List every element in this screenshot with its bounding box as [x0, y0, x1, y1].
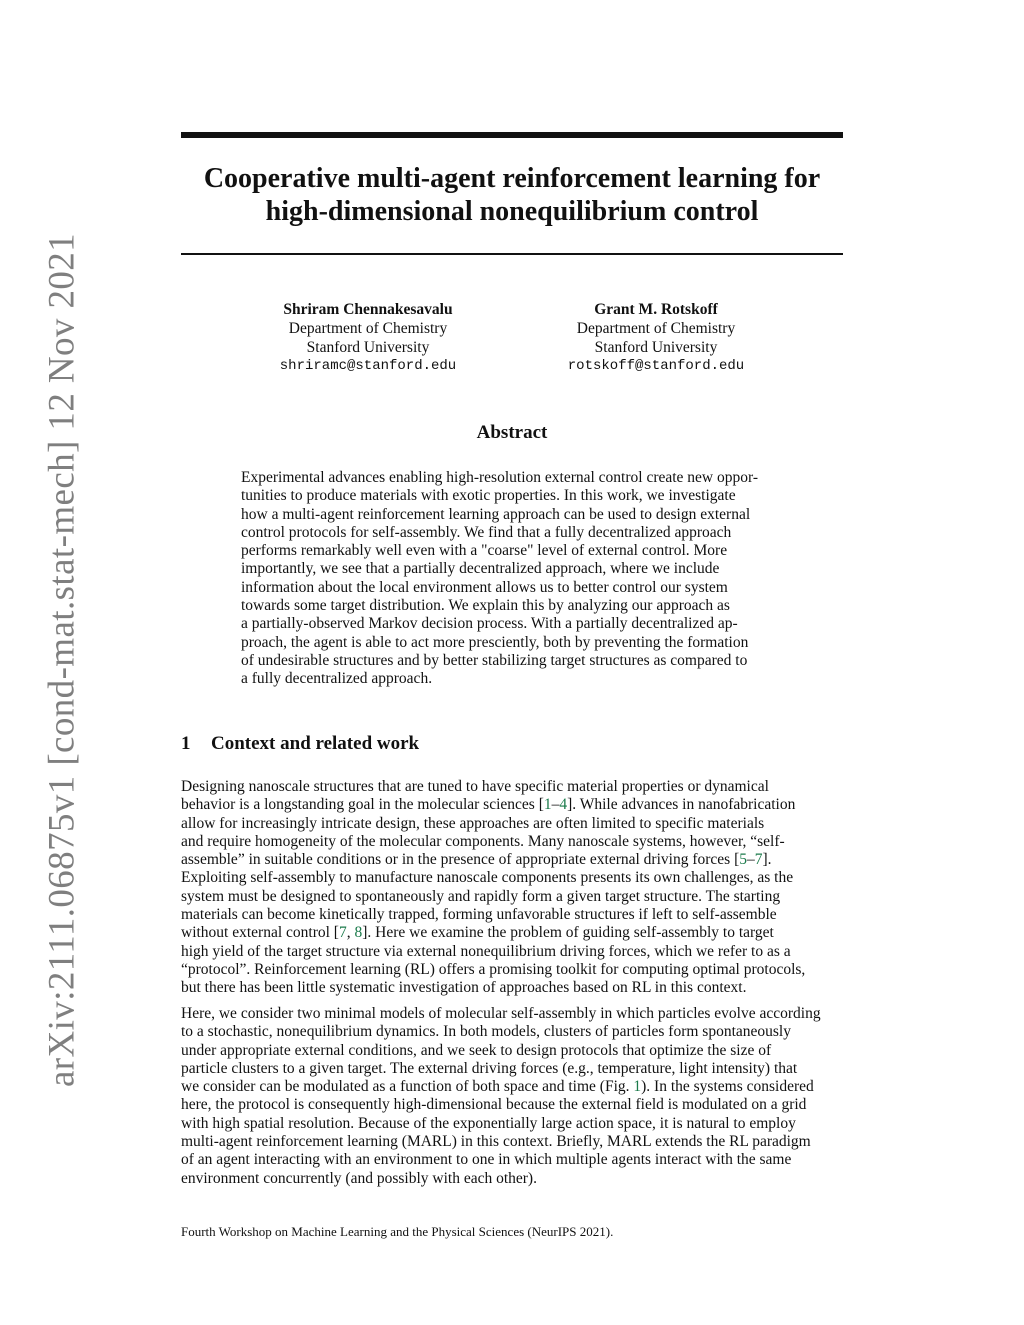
text-line: “protocol”. Reinforcement learning (RL) offers a promising toolkit for computing optimal protocols,: [181, 960, 806, 978]
citation-link[interactable]: 7: [754, 851, 763, 869]
citation-link[interactable]: 1: [543, 796, 552, 814]
abstract-line: Experimental advances enabling high-resolution external control create new oppor-: [241, 469, 759, 486]
author-university: Stanford University: [306, 339, 430, 356]
text-run: behavior is a longstanding goal in the molecular sciences [: [181, 796, 544, 814]
text-run: –: [747, 851, 755, 869]
title-line-2: high-dimensional nonequilibrium control: [265, 196, 759, 227]
arxiv-identifier[interactable]: arXiv:2111.06875v1 [cond-mat.stat-mech] 12 Nov 2021: [41, 232, 83, 1088]
paragraph-1: [181, 778, 843, 998]
text-line: particle clusters to a given target. The external driving forces (e.g., temperature, light intensity) that: [181, 1059, 798, 1077]
author-email[interactable]: shriramc@stanford.edu: [279, 358, 457, 374]
text-run: ].: [762, 851, 772, 869]
text-line: Exploiting self-assembly to manufacture nanoscale components presents its own challenges, as the: [181, 869, 794, 887]
text-line: Here, we consider two minimal models of molecular self-assembly in which particles evolve according: [181, 1005, 821, 1022]
author-department: Department of Chemistry: [576, 320, 736, 337]
text-line: allow for increasingly intricate design, these approaches are often limited to specific materials: [181, 814, 765, 832]
text-line: environment concurrently (and possibly with each other).: [181, 1169, 537, 1187]
abstract-line: proach, the agent is able to act more presciently, both by preventing the formation: [241, 633, 749, 651]
abstract-heading: Abstract: [476, 422, 548, 443]
abstract-line: information about the local environment allows us to better control our system: [241, 578, 728, 596]
text-line: [181, 796, 843, 814]
abstract-line: towards some target distribution. We explain this by analyzing our approach as: [241, 597, 730, 615]
text-line: [181, 851, 843, 869]
section-heading: [181, 733, 419, 755]
text-line: under appropriate external conditions, and we seek to design protocols that optimize the size of: [181, 1041, 772, 1059]
author-email[interactable]: rotskoff@stanford.edu: [567, 358, 745, 374]
title-bottom-rule: [181, 253, 843, 255]
text-run: ]. Here we examine the problem of guiding self-assembly to target: [362, 924, 774, 942]
text-run: assemble” in suitable conditions or in the presence of appropriate external driving forces [: [181, 851, 740, 869]
text-line: Designing nanoscale structures that are tuned to have specific material properties or dynamical: [181, 778, 769, 795]
author-block-1: [243, 300, 493, 376]
paper-title: [181, 162, 843, 228]
abstract-line: a fully decentralized approach.: [241, 670, 433, 688]
text-line: multi-agent reinforcement learning (MARL) in this context. Briefly, MARL extends the RL paradigm: [181, 1133, 811, 1151]
text-run: ]. While advances in nanofabrication: [567, 796, 796, 814]
citation-link[interactable]: 8: [354, 924, 363, 942]
text-line: here, the protocol is consequently high-dimensional because the external field is modulated on a grid: [181, 1096, 807, 1114]
section-number: 1: [181, 733, 191, 754]
author-name: Shriram Chennakesavalu: [283, 301, 453, 318]
abstract-line: performs remarkably well even with a "coarse" level of external control. More: [241, 542, 728, 560]
text-line: [181, 1078, 843, 1096]
author-university: Stanford University: [594, 339, 718, 356]
section-title: Context and related work: [211, 733, 420, 754]
text-run: ). In the systems considered: [641, 1078, 814, 1096]
text-line: of an agent interacting with an environment to one in which multiple agents interact with the same: [181, 1151, 792, 1169]
page-footer: Fourth Workshop on Machine Learning and the Physical Sciences (NeurIPS 2021).: [181, 1224, 614, 1239]
author-name: Grant M. Rotskoff: [594, 301, 718, 318]
abstract-line: of undesirable structures and by better stabilizing target structures as compared to: [241, 651, 748, 669]
citation-link[interactable]: 7: [338, 924, 347, 942]
text-run: we consider can be modulated as a function of both space and time (Fig.: [181, 1078, 634, 1096]
text-line: but there has been little systematic investigation of approaches based on RL in this context.: [181, 979, 747, 997]
text-run: ,: [346, 924, 355, 942]
citation-link[interactable]: 4: [559, 796, 568, 814]
abstract-line: control protocols for self-assembly. We find that a fully decentralized approach: [241, 523, 732, 541]
abstract-line: importantly, we see that a partially decentralized approach, where we include: [241, 560, 720, 578]
paragraph-2: [181, 1005, 843, 1188]
citation-link[interactable]: 5: [739, 851, 747, 869]
text-run: –: [551, 796, 560, 814]
figure-link[interactable]: 1: [633, 1078, 642, 1096]
title-top-rule: [181, 132, 843, 138]
author-department: Department of Chemistry: [288, 320, 448, 337]
text-line: system must be designed to spontaneously and rapidly form a given target structure. The starting: [181, 887, 781, 905]
text-line: to a stochastic, nonequilibrium dynamics. In both models, clusters of particles form spontaneously: [181, 1023, 791, 1041]
text-line: and require homogeneity of the molecular components. Many nanoscale systems, however, “self-: [181, 832, 785, 850]
author-block-2: [531, 300, 781, 376]
title-line-1: Cooperative multi-agent reinforcement learning for: [203, 163, 821, 194]
text-line: with high spatial resolution. Because of the exponentially large action space, it is natural to employ: [181, 1114, 796, 1132]
text-line: [181, 924, 843, 942]
abstract-body: [241, 469, 785, 689]
abstract-line: tunities to produce materials with exotic properties. In this work, we investigate: [241, 487, 736, 505]
text-run: without external control [: [181, 924, 339, 942]
text-line: high yield of the target structure via external nonequilibrium driving forces, which we refer to as a: [181, 942, 791, 960]
abstract-line: how a multi-agent reinforcement learning approach can be used to design external: [241, 505, 751, 523]
abstract-line: a partially-observed Markov decision process. With a partially decentralized ap-: [241, 615, 738, 633]
text-line: materials can become kinetically trapped, forming unfavorable structures if left to self-assemble: [181, 906, 777, 924]
